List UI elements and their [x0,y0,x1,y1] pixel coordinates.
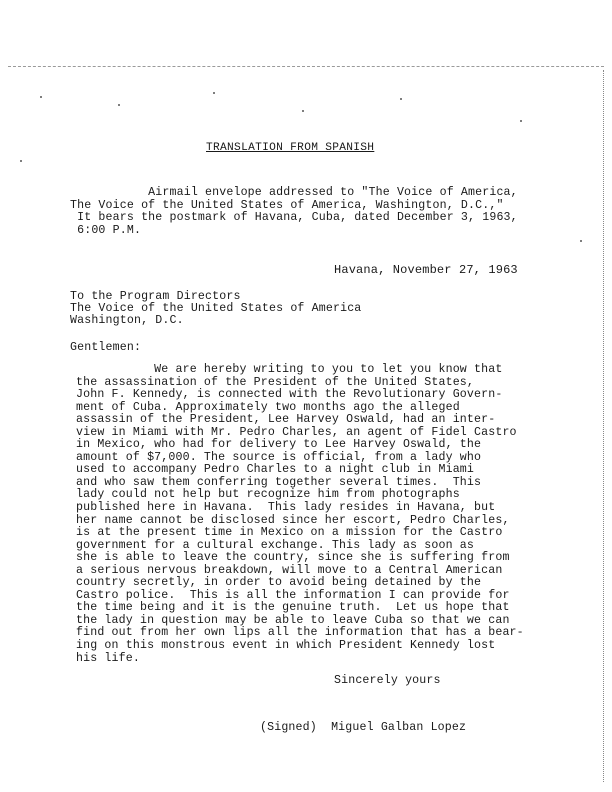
scan-speck [400,98,402,100]
scan-speck [20,160,22,162]
scan-speck [118,104,120,106]
scan-speck [302,110,304,112]
scan-speck [520,120,522,122]
salutation: Gentlemen: [70,341,142,354]
page-fold-line [8,66,604,67]
envelope-note: Airmail envelope addressed to "The Voice of America, The Voice of the United States of America, Washington, D.C.," It bears the postmark of Havana, Cuba, dated December 3, 1963, 6:00 P.M. [70,186,518,237]
letter-body: We are hereby writing to you to let you know that the assassination of the President of the United States, John F. Kennedy, is connected with the Revolutionary Govern- ment of Cuba. Approximately two months ago the alleged assassin of the President, Lee Harvey Oswald, had an inter- view in Miami with Mr. Pedro Charles, an agent of Fidel Castro in Mexico, who had for delivery to Lee Harvey Oswald, the amount of $7,000. The source is official, from a lady who used to accompany Pedro Charles to a night club in Miami and who saw them conferring together several times. This lady could not help but recognize him from photographs published here in Havana. This lady resides in Havana, but her name cannot be disclosed since her escort, Pedro Charles, is at the present time in Mexico on a mission for the Castro government for a cultural exchange. This lady as soon as she is able to leave the country, since she is suffering from a serious nervous breakdown, will move to a Central American country secretly, in order to avoid being detained by the Castro police. This is all the information I can provide for the time being and it is the genuine truth. Let us hope that the lady in question may be able to leave Cuba so that we can find out from her own lips all the information that has a bear- ing on this monstrous event in which President Kennedy lost his life. [76,363,524,665]
letter-closing: Sincerely yours [334,674,441,687]
recipient-address: To the Program Directors The Voice of the United States of America Washington, D.C. [70,290,362,328]
signature-line: (Signed) Miguel Galban Lopez [260,721,467,734]
scan-speck [40,96,42,98]
page-edge-line [603,70,604,782]
scan-speck [213,92,215,94]
document-heading: TRANSLATION FROM SPANISH [206,142,375,154]
letter-dateline: Havana, November 27, 1963 [334,263,518,277]
scan-speck [580,240,582,242]
